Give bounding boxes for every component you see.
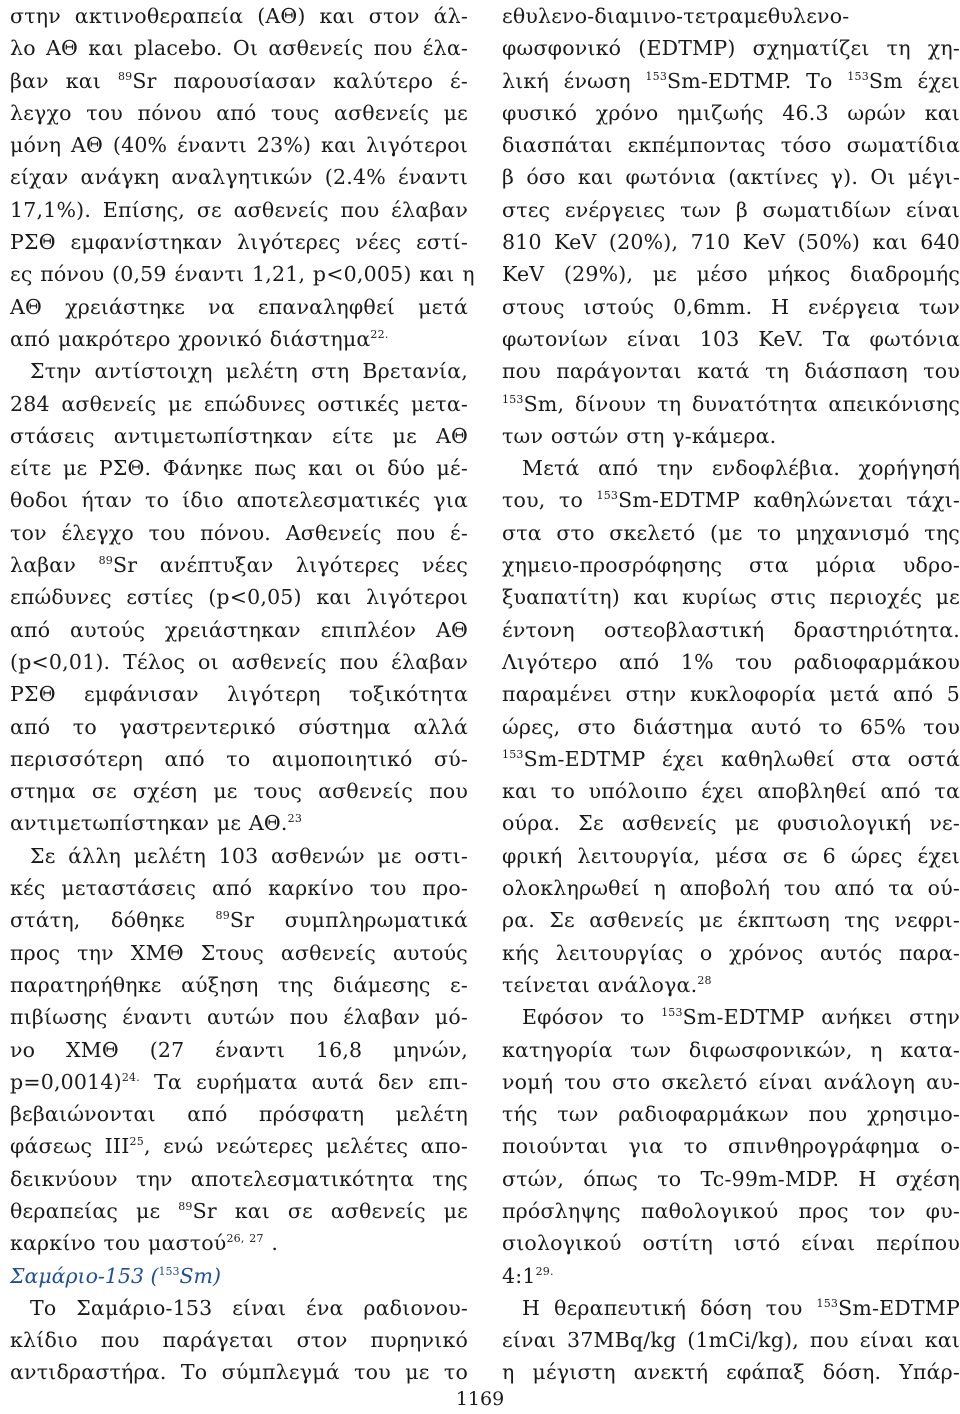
text-line: διασπάται εκπέμποντας τόσο σωματίδια bbox=[502, 133, 960, 158]
text-line: τείνεται ανάλογα.$^{28}$ bbox=[502, 972, 712, 997]
text-line: από το γαστρεντερικό σύστημα αλλά bbox=[10, 714, 468, 739]
text-line: λεγχο του πόνου από τους ασθενείς με bbox=[10, 100, 468, 125]
text-line: επώδυνες εστίες (p<0,05) και λιγότεροι bbox=[10, 585, 468, 610]
text-line: βεβαιώνονται από πρόσφατη μελέτη bbox=[10, 1102, 468, 1127]
text-line: η μέγιστη ανεκτή εφάπαξ δόση. Υπάρ- bbox=[502, 1360, 960, 1385]
text-line: από αυτούς χρειάστηκαν επιπλέον ΑΘ bbox=[10, 617, 468, 642]
text-line: p=0,0014)$^{24.}$ Τα ευρήματα αυτά δεν επι- bbox=[10, 1069, 468, 1094]
text-line: ούρα. Σε ασθενείς με φυσιολογική νε- bbox=[502, 811, 960, 836]
text-line: 17,1%). Επίσης, σε ασθενείς που έλαβαν bbox=[10, 197, 468, 222]
text-line: αντιμετωπίστηκαν με ΑΘ.$^{23}$ bbox=[10, 811, 303, 836]
text-line: $^{153}$Sm, δίνουν τη δυνατότητα απεικόνισης bbox=[502, 391, 960, 416]
text-line: του, το $^{153}$Sm-EDTMP καθηλώνεται τάχι- bbox=[502, 488, 960, 513]
text-line: τής των ραδιοφαρμάκων που χρησιμο- bbox=[502, 1102, 960, 1127]
superscript: 26, 27 bbox=[226, 1232, 264, 1246]
text-line: πρόσληψης παθολογικού προς τον φυ- bbox=[502, 1198, 960, 1223]
text-line: δεικνύουν την αποτελεσματικότητα της bbox=[10, 1166, 468, 1191]
text-line: φρική λειτουργία, μέσα σε 6 ώρες έχει bbox=[502, 843, 960, 868]
text-line: ρα. Σε ασθενείς με έκπτωση της νεφρι- bbox=[502, 908, 960, 933]
text-line: Σε άλλη μελέτη 103 ασθενών με οστι- bbox=[30, 843, 468, 868]
text-line: είναι 37MBq/kg (1mCi/kg), που είναι και bbox=[502, 1328, 960, 1353]
right-column bbox=[502, 0, 960, 1389]
text-line: κής λειτουργίας ο χρόνος αυτός παρα- bbox=[502, 940, 960, 965]
text-line: κλίδιο που παράγεται στον πυρηνικό bbox=[10, 1328, 468, 1353]
text-line: Στην αντίστοιχη μελέτη στη Βρετανία, bbox=[30, 359, 468, 384]
text-line: φυσικό χρόνο ημιζωής 46.3 ωρών και bbox=[502, 100, 960, 125]
text-line: ποιούνται για το σπινθηρογράφημα ο- bbox=[502, 1134, 960, 1159]
text-line: λαβαν $^{89}$Sr ανέπτυξαν λιγότερες νέες bbox=[10, 553, 469, 578]
text-line: Η θεραπευτική δόση του $^{153}$Sm-EDTMP bbox=[522, 1295, 960, 1320]
text-line: ξυαπατίτη) και κυρίως στις περιοχές με bbox=[502, 585, 960, 610]
text-line: και το υπόλοιπο έχει αποβληθεί από τα bbox=[502, 779, 960, 804]
text-line: KeV (29%), με μέσο μήκος διαδρομής bbox=[502, 262, 960, 287]
text-line: νο ΧΜΘ (27 έναντι 16,8 μηνών, bbox=[10, 1037, 468, 1062]
text-line: ΡΣΘ εμφάνισαν λιγότερη τοξικότητα bbox=[10, 682, 468, 707]
text-line: αντιδραστήρα. Το σύμπλεγμά του με το bbox=[10, 1360, 468, 1385]
text-line: θεραπείας με $^{89}$Sr και σε ασθενείς με bbox=[10, 1198, 468, 1223]
text-line: παραμένει στην κυκλοφορία μετά από 5 bbox=[502, 682, 960, 707]
superscript: 153 bbox=[661, 1006, 683, 1020]
text-line: είχαν ανάγκη αναλγητικών (2.4% έναντι bbox=[10, 165, 468, 190]
text-line: περισσότερη από το αιμοποιητικό σύ- bbox=[10, 746, 468, 771]
text-line: στημα σε σχέση με τους ασθενείς που bbox=[10, 779, 468, 804]
text-line: φάσεως ΙΙΙ$^{25}$, ενώ νεώτερες μελέτες απο- bbox=[10, 1134, 469, 1159]
text-line: είτε με ΡΣΘ. Φάνηκε πως και οι δύο μέ- bbox=[10, 456, 468, 481]
text-line: μόνη ΑΘ (40% έναντι 23%) και λιγότεροι bbox=[10, 133, 468, 158]
superscript: 153 bbox=[502, 747, 524, 761]
superscript: 29. bbox=[535, 1264, 554, 1278]
text-line: των οστών στη γ-κάμερα. bbox=[502, 423, 777, 448]
text-line: παρατηρήθηκε αύξηση της διάμεσης ε- bbox=[10, 972, 468, 997]
text-line: Το Σαμάριο-153 είναι ένα ραδιονου- bbox=[30, 1295, 468, 1320]
text-line: $^{153}$Sm-EDTMP έχει καθηλωθεί στα οστά bbox=[502, 746, 960, 771]
text-line: σιολογικού οστίτη ιστό είναι περίπου bbox=[502, 1231, 960, 1256]
text-line: $4:1^{29.}$ bbox=[502, 1263, 554, 1288]
text-line: κατηγορία των διφωσφονικών, η κατα- bbox=[502, 1037, 960, 1062]
text-line: ολοκληρωθεί η αποβολή του από τα ού- bbox=[502, 876, 960, 901]
text-line: στην ακτινοθεραπεία (ΑΘ) και στον άλ- bbox=[10, 4, 468, 28]
text-line: β όσο και φωτόνια (ακτίνες γ). Οι μέγι- bbox=[502, 165, 960, 190]
superscript: 153 bbox=[502, 392, 524, 406]
superscript: 89 bbox=[178, 1199, 193, 1213]
text-line: χημειο-προσρόφησης στα μόρια υδρο- bbox=[502, 553, 960, 578]
text-line: στών, όπως το Tc-99m-MDP. Η σχέση bbox=[502, 1166, 960, 1191]
superscript: 89 bbox=[215, 909, 230, 923]
section-heading: Σαμάριο-153 ($^{153}$Sm) bbox=[10, 1263, 221, 1288]
text-line: Μετά από την ενδοφλέβια. χορήγησή bbox=[522, 456, 960, 481]
text-line: πιβίωσης έναντι αυτών που έλαβαν μό- bbox=[10, 1005, 468, 1030]
superscript: 89 bbox=[98, 554, 113, 568]
text-line: φωσφονικό (EDTMP) σχηματίζει τη χη- bbox=[502, 36, 960, 61]
text-line: στες ενέργειες των β σωματιδίων είναι bbox=[502, 197, 960, 222]
text-line: κές μεταστάσεις από καρκίνο του προ- bbox=[10, 876, 468, 901]
superscript: 153 bbox=[158, 1264, 180, 1278]
text-line: στάτη, δόθηκε $^{89}$Sr συμπληρωματικά bbox=[10, 908, 468, 933]
text-line: εθυλενο-διαμινο-τετραμεθυλενο- bbox=[502, 4, 850, 28]
superscript: 153 bbox=[816, 1296, 839, 1310]
text-line: στάσεις αντιμετωπίστηκαν είτε με ΑΘ bbox=[10, 423, 468, 448]
text-line: νομή του στο σκελετό είναι ανάλογη αυ- bbox=[502, 1069, 960, 1094]
text-line: ες πόνου (0,59 έναντι 1,21, p<0,005) και η bbox=[10, 262, 475, 287]
superscript: 24. bbox=[121, 1070, 140, 1084]
text-line: 284 ασθενείς με επώδυνες οστικές μετα- bbox=[10, 391, 468, 416]
left-column bbox=[10, 0, 475, 1389]
superscript: 22. bbox=[370, 327, 389, 341]
text-line: ΡΣΘ εμφανίστηκαν λιγότερες νέες εστί- bbox=[10, 230, 468, 255]
text-line: έντονη οστεοβλαστική δραστηριότητα. bbox=[502, 617, 960, 642]
text-line: βαν και $^{89}$Sr παρουσίασαν καλύτερο έ- bbox=[10, 68, 469, 93]
text-line: προς την ΧΜΘ Στους ασθενείς αυτούς bbox=[10, 940, 468, 965]
text-line: τον έλεγχο του πόνου. Ασθενείς που έ- bbox=[10, 520, 468, 545]
superscript: 25 bbox=[129, 1135, 144, 1149]
superscript: 153 bbox=[645, 69, 668, 83]
text-line: λο ΑΘ και placebo. Οι ασθενείς που έλα- bbox=[10, 36, 468, 61]
text-line: Εφόσον το $^{153}$Sm-EDTMP ανήκει στην bbox=[522, 1005, 960, 1030]
text-line: φωτονίων είναι 103 KeV. Τα φωτόνια bbox=[502, 326, 960, 351]
superscript: 23 bbox=[287, 812, 303, 826]
superscript: 153 bbox=[847, 69, 869, 83]
superscript: 153 bbox=[596, 489, 619, 503]
text-line: στα στο σκελετό (με το μηχανισμό της bbox=[502, 520, 960, 545]
superscript: 28 bbox=[697, 973, 712, 987]
text-line: λική ένωση $^{153}$Sm-EDTMP. Το $^{153}$Sm έχει bbox=[502, 68, 960, 93]
text-line: 810 KeV (20%), 710 KeV (50%) και 640 bbox=[502, 230, 960, 255]
text-line: (p<0,01). Τέλος οι ασθενείς που έλαβαν bbox=[10, 649, 468, 674]
text-line: που παράγονται κατά τη διάσπαση του bbox=[502, 359, 960, 384]
text-line: Λιγότερο από 1% του ραδιοφαρμάκου bbox=[502, 649, 960, 674]
text-line: ΑΘ χρειάστηκε να επαναληφθεί μετά bbox=[10, 294, 468, 319]
text-line: από μακρότερο χρονικό διάστημα$^{22.}$ bbox=[10, 326, 389, 351]
page-number: 1169 bbox=[455, 1388, 505, 1410]
text-line: θοδοι ήταν το ίδιο αποτελεσματικές για bbox=[10, 488, 468, 513]
text-line: καρκίνο του μαστού$^{26, 27}$ . bbox=[10, 1231, 279, 1256]
text-line: στους ιστούς 0,6mm. Η ενέργεια των bbox=[502, 294, 960, 319]
text-line: ώρες, στο διάστημα αυτό το 65% του bbox=[502, 714, 960, 739]
superscript: 89 bbox=[117, 69, 133, 83]
